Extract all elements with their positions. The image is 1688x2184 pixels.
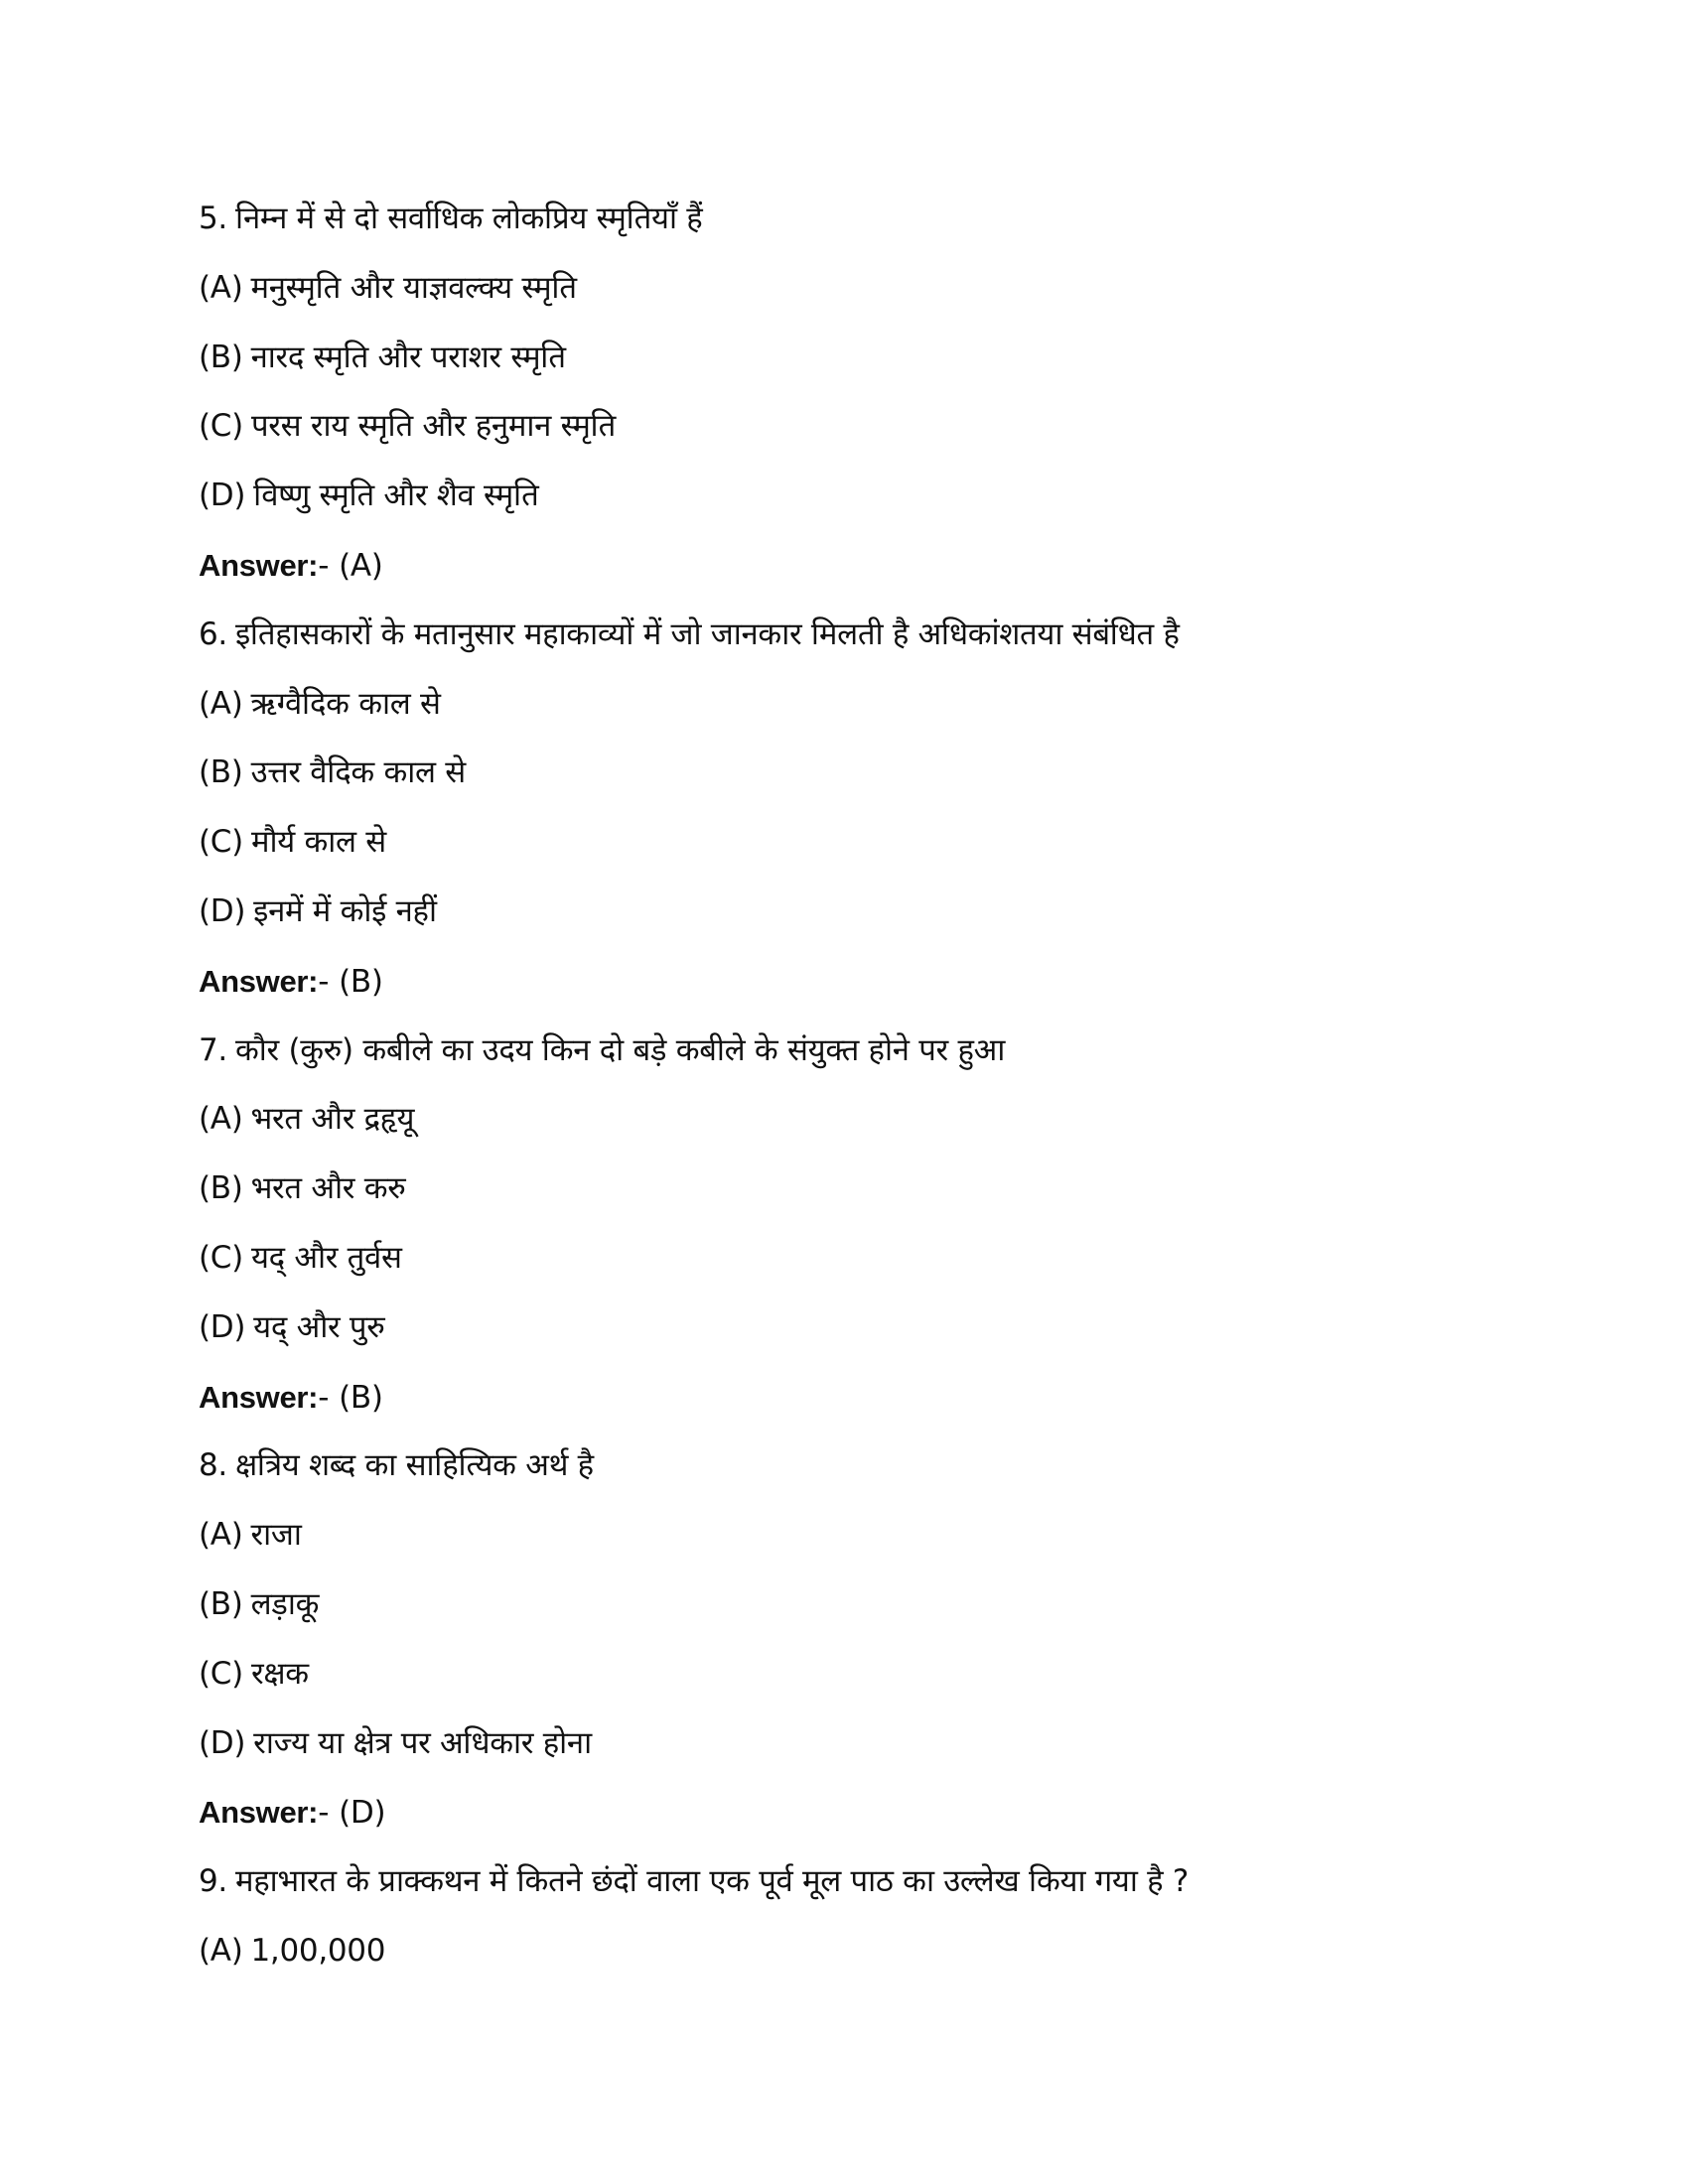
option-text: लड़ाकू <box>250 1585 320 1622</box>
option-text: यद् और तुर्वस <box>250 1239 402 1276</box>
question-text: क्षत्रिय शब्द का साहित्यिक अर्थ है <box>234 1447 594 1484</box>
option-c <box>199 1224 1589 1294</box>
option-text: भरत और द्रहृयू <box>250 1101 415 1138</box>
option-key: (D) <box>199 1724 246 1761</box>
answer-value: (A) <box>339 547 383 584</box>
question-number: 6. <box>199 615 227 652</box>
question-8 <box>199 1432 1589 1501</box>
option-text: भरत और करु <box>250 1170 406 1207</box>
option-d <box>199 462 1589 531</box>
answer-label: Answer: <box>199 547 319 583</box>
question-6 <box>199 601 1589 670</box>
question-5 <box>199 185 1589 254</box>
option-c <box>199 1640 1589 1709</box>
option-c <box>199 808 1589 878</box>
option-key: (C) <box>199 824 243 861</box>
option-c <box>199 392 1589 462</box>
option-text: परस राय स्मृति और हनुमान स्मृति <box>250 408 616 445</box>
option-d <box>199 1294 1589 1363</box>
option-text: उत्तर वैदिक काल से <box>250 754 466 791</box>
option-key: (B) <box>199 339 243 375</box>
option-a <box>199 254 1589 324</box>
option-key: (C) <box>199 1239 243 1276</box>
question-text: निम्न में से दो सर्वाधिक लोकप्रिय स्मृतियाँ हैं <box>234 201 703 236</box>
question-number: 9. <box>199 1863 227 1900</box>
answer-line <box>199 1363 1589 1433</box>
question-9 <box>199 1847 1589 1917</box>
answer-value: (B) <box>339 963 383 1000</box>
option-key: (A) <box>199 269 243 306</box>
question-number: 8. <box>199 1447 227 1484</box>
question-text: कौर (कुरु) कबीले का उदय किन दो बड़े कबीले के संयुक्त होने पर हुआ <box>234 1031 1005 1068</box>
option-d <box>199 1709 1589 1779</box>
option-key: (D) <box>199 478 246 514</box>
option-key: (D) <box>199 1308 246 1345</box>
question-text: इतिहासकारों के मतानुसार महाकाव्यों में जो जानकार मिलती है अधिकांशतया संबंधित है <box>234 615 1180 652</box>
answer-value: (D) <box>339 1795 386 1832</box>
option-a <box>199 1917 1589 1986</box>
option-text: रक्षक <box>250 1655 309 1692</box>
option-key: (C) <box>199 1655 243 1692</box>
answer-separator: - <box>318 1379 330 1416</box>
answer-label: Answer: <box>199 963 319 999</box>
option-text: नारद स्मृति और पराशर स्मृति <box>250 339 566 375</box>
option-text: राजा <box>250 1517 302 1554</box>
option-d <box>199 878 1589 947</box>
option-text: 1,00,000 <box>250 1932 386 1969</box>
question-7 <box>199 1017 1589 1086</box>
question-text: महाभारत के प्राक्कथन में कितने छंदों वाला एक पूर्व मूल पाठ का उल्लेख किया गया है ? <box>234 1863 1190 1900</box>
option-key: (B) <box>199 1170 243 1207</box>
option-key: (A) <box>199 1101 243 1138</box>
answer-line <box>199 1778 1589 1847</box>
option-key: (C) <box>199 408 243 445</box>
question-number: 5. <box>199 201 227 236</box>
document-page <box>199 185 1589 1986</box>
option-text: राज्य या क्षेत्र पर अधिकार होना <box>253 1724 592 1761</box>
answer-separator: - <box>318 963 330 1000</box>
option-text: विष्णु स्मृति और शैव स्मृति <box>253 478 539 514</box>
option-text: ऋग्वैदिक काल से <box>250 685 441 722</box>
option-key: (B) <box>199 754 243 791</box>
option-b <box>199 739 1589 808</box>
option-a <box>199 1085 1589 1155</box>
option-text: मौर्य काल से <box>250 824 386 861</box>
option-key: (A) <box>199 685 243 722</box>
option-text: यद् और पुरु <box>253 1308 385 1345</box>
option-a <box>199 1501 1589 1570</box>
option-b <box>199 1570 1589 1640</box>
question-number: 7. <box>199 1031 227 1068</box>
option-key: (D) <box>199 892 246 929</box>
option-b <box>199 324 1589 393</box>
option-a <box>199 670 1589 740</box>
answer-separator: - <box>318 1795 330 1832</box>
option-text: मनुस्मृति और याज्ञवल्क्य स्मृति <box>250 269 577 306</box>
answer-value: (B) <box>339 1379 383 1416</box>
answer-label: Answer: <box>199 1795 319 1831</box>
option-key: (A) <box>199 1932 243 1969</box>
option-b <box>199 1155 1589 1224</box>
answer-line <box>199 531 1589 601</box>
answer-label: Answer: <box>199 1379 319 1415</box>
option-text: इनमें में कोई नहीं <box>253 892 437 929</box>
option-key: (A) <box>199 1517 243 1554</box>
answer-line <box>199 947 1589 1017</box>
answer-separator: - <box>318 547 330 584</box>
option-key: (B) <box>199 1585 243 1622</box>
